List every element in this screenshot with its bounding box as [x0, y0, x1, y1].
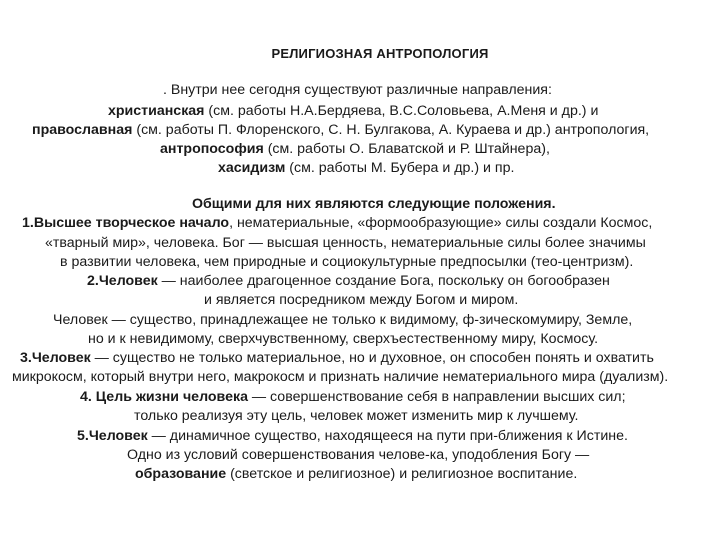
point-text: — динамичное существо, находящееся на пути при-ближения к Истине. [147, 428, 628, 444]
intro-line [218, 159, 514, 177]
intro-text: (см. работы О. Блаватской и Р. Штайнера), [263, 141, 550, 157]
intro-text: (см. работы П. Флоренского, С. Н. Булгакова, А. Кураева и др.) антропология, [132, 122, 650, 138]
point-text: , нематериальные, «формообразующие» силы создали Космос, [229, 215, 653, 231]
point-text: в развитии человека, чем природные и социокультурные предпосылки (тео-центризм). [60, 254, 634, 270]
point-text: только реализуя эту цель, человек может изменить мир к лучшему. [134, 408, 579, 424]
intro-line [32, 121, 649, 139]
point-5-last-line [135, 465, 577, 483]
term-orthodox: православная [32, 122, 133, 138]
intro-text: (см. работы М. Бубера и др.) и пр. [285, 160, 515, 176]
point-text: микрокосм, который внутри него, макрокосм и признать наличие нематериального мира (дуализм). [12, 369, 669, 385]
point-1 [22, 214, 652, 232]
term-hasidism: хасидизм [218, 160, 286, 176]
point-2-title: 2.Человек [87, 273, 158, 289]
point-text: — наиболее драгоценное создание Бога, поскольку он богообразен [157, 273, 610, 289]
point-text: Одно из условий совершенствования челове-ка, уподобления Богу — [127, 447, 590, 463]
point-5 [77, 427, 628, 445]
section-heading: Общими для них являются следующие положения. [192, 196, 556, 212]
point-text: но и к невидимому, сверхчувственному, сверхъестественному миру, Космосу. [88, 331, 599, 347]
point-3-title: 3.Человек [20, 350, 91, 366]
term-education: образование [135, 466, 227, 482]
intro-text: . Внутри нее сегодня существуют различные направления: [163, 82, 552, 98]
intro-line [160, 140, 550, 158]
point-text: и является посредником между Богом и миром. [204, 292, 519, 308]
point-2 [87, 272, 610, 290]
term-anthroposophy: антропософия [160, 141, 264, 157]
point-text: (светское и религиозное) и религиозное воспитание. [226, 466, 578, 482]
page-title: РЕЛИГИОЗНАЯ АНТРОПОЛОГИЯ [271, 46, 489, 61]
point-4-title: 4. Цель жизни человека [80, 389, 248, 405]
point-text: Человек — существо, принадлежащее не только к видимому, ф-зическомумиру, Земле, [53, 312, 633, 328]
point-text: — совершенствование себя в направлении высших сил; [247, 389, 626, 405]
point-3 [20, 349, 654, 367]
intro-line [108, 102, 598, 120]
point-4 [80, 388, 626, 406]
point-5-title: 5.Человек [77, 428, 148, 444]
intro-line [163, 81, 552, 99]
intro-text: (см. работы Н.А.Бердяева, В.С.Соловьева, А.Меня и др.) и [204, 103, 599, 119]
point-text: «тварный мир», человека. Бог — высшая ценность, нематериальные силы более значимы [45, 235, 646, 251]
point-1-title: 1.Высшее творческое начало [22, 215, 230, 231]
point-text: — существо не только материальное, но и духовное, он способен понять и охватить [90, 350, 654, 366]
term-christian: христианская [108, 103, 205, 119]
